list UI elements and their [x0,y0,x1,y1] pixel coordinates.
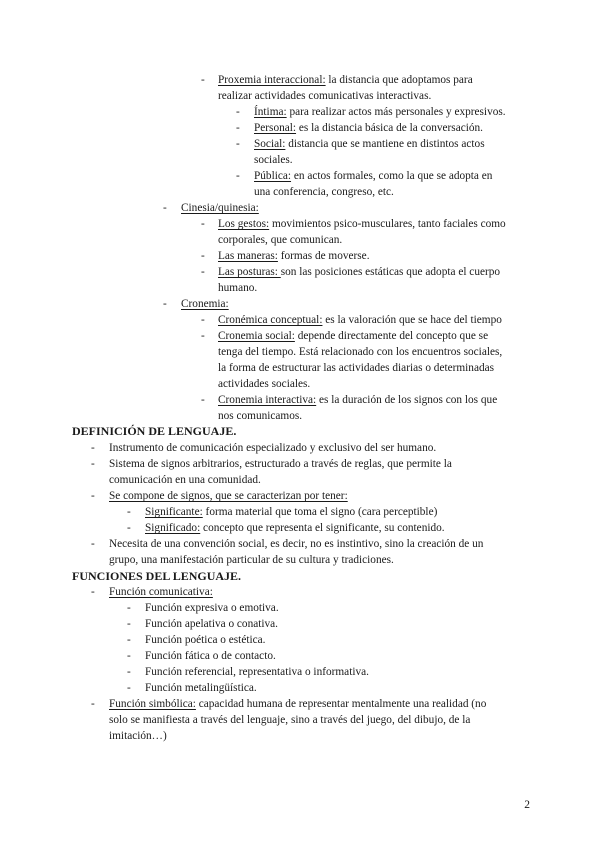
list-item-gestos [218,216,506,232]
term: Cronemia interactiva: [218,394,317,406]
list-item-cronemia-interactiva-cont: nos comunicamos. [218,410,303,422]
bullet-dash: - [127,634,131,646]
cronemia-title: Cronemia: [181,298,229,310]
list-item-funcion: Función metalingüística. [145,682,257,694]
section-heading-definicion: DEFINICIÓN DE LENGUAJE. [72,424,237,438]
list-item-personal [254,120,483,136]
proxemia-interaccional-line [218,72,473,88]
definicion-item-3: Se compone de signos, que se caracterizan por tener: [109,490,348,502]
bullet-dash: - [127,650,131,662]
bullet-dash: - [201,250,205,262]
definition: son las posiciones estáticas que adopta el cuerpo [280,266,501,278]
page-number: 2 [524,799,530,811]
definition: para realizar actos más personales y expresivos. [286,106,506,118]
list-item-cronemica-conceptual [218,312,502,328]
definition: formas de moverse. [277,250,370,262]
definicion-item-4: Necesita de una convención social, es decir, no es instintivo, sino la creación de un [109,538,484,550]
definition: capacidad humana de representar mentalmente una realidad (no [195,698,487,710]
list-item-publica-cont: una conferencia, congreso, etc. [254,186,394,198]
list-item-funcion: Función fática o de contacto. [145,650,276,662]
term: Los gestos: [218,218,270,230]
bullet-dash: - [236,106,240,118]
bullet-dash: - [236,122,240,134]
list-item-publica [254,168,492,184]
definition: es la valoración que se hace del tiempo [322,314,502,326]
definition: en actos formales, como la que se adopta en [291,170,493,182]
funcion-simbolica-cont: imitación…) [109,730,167,742]
definicion-item-1: Instrumento de comunicación especializado y exclusivo del ser humano. [109,442,437,454]
term: Cronémica conceptual: [218,314,323,326]
list-item-significado [145,520,445,536]
list-item-gestos-cont: corporales, que comunican. [218,234,343,246]
cinesia-title: Cinesia/quinesia: [181,202,259,214]
definition: forma material que toma el signo (cara perceptible) [202,506,438,518]
bullet-dash: - [201,218,205,230]
list-item-funcion: Función referencial, representativa o informativa. [145,666,369,678]
bullet-dash: - [236,170,240,182]
list-item-intima [254,104,506,120]
bullet-dash: - [201,330,205,342]
bullet-dash: - [91,538,95,550]
definition: depende directamente del concepto que se [294,330,489,342]
term: Social: [254,138,286,150]
proxemia-interaccional-text-cont: realizar actividades comunicativas interactivas. [218,90,432,102]
bullet-dash: - [127,522,131,534]
definition: es la duración de los signos con los que [316,394,498,406]
bullet-dash: - [127,618,131,630]
bullet-dash: - [201,266,205,278]
list-item-cronemia-social-cont: la forma de estructurar las actividades diarias o determinadas [218,362,495,374]
term: Íntima: [254,106,287,118]
bullet-dash: - [127,666,131,678]
proxemia-interaccional-text: la distancia que adoptamos para [325,74,473,86]
term: Las maneras: [218,250,278,262]
list-item-maneras [218,248,370,264]
list-item-funcion: Función apelativa o conativa. [145,618,279,630]
bullet-dash: - [201,74,205,86]
list-item-significante [145,504,437,520]
list-item-social [254,136,485,152]
funcion-simbolica [109,696,486,712]
bullet-dash: - [91,698,95,710]
bullet-dash: - [127,602,131,614]
list-item-cronemia-social-cont: actividades sociales. [218,378,311,390]
definicion-item-4-cont: grupo, una manifestación particular de su cultura y tradiciones. [109,554,394,566]
list-item-posturas-cont: humano. [218,282,258,294]
definition: distancia que se mantiene en distintos actos [285,138,485,150]
proxemia-interaccional-term: Proxemia interaccional: [218,74,326,86]
bullet-dash: - [91,586,95,598]
list-item-funcion: Función poética o estética. [145,634,266,646]
bullet-dash: - [163,202,167,214]
funcion-simbolica-cont: solo se manifiesta a través del lenguaje, sino a través del juego, del dibujo, de la [109,714,471,726]
definition: concepto que representa el significante, su contenido. [200,522,445,534]
list-item-cronemia-social [218,328,488,344]
term: Significante: [145,506,203,518]
term: Pública: [254,170,292,182]
list-item-cronemia-interactiva [218,392,497,408]
term: Significado: [145,522,201,534]
list-item-funcion: Función expresiva o emotiva. [145,602,279,614]
section-heading-funciones: FUNCIONES DEL LENGUAJE. [72,569,242,583]
bullet-dash: - [201,314,205,326]
bullet-dash: - [127,682,131,694]
list-item-posturas [218,264,500,280]
bullet-dash: - [163,298,167,310]
definicion-item-2-cont: comunicación en una comunidad. [109,474,261,486]
list-item-social-cont: sociales. [254,154,293,166]
funcion-comunicativa-title: Función comunicativa: [109,586,213,598]
term: Función simbólica: [109,698,196,710]
bullet-dash: - [201,394,205,406]
term: Personal: [254,122,297,134]
list-item-cronemia-social-cont: tenga del tiempo. Está relacionado con los encuentros sociales, [218,346,503,358]
bullet-dash: - [91,490,95,502]
definicion-item-2: Sistema de signos arbitrarios, estructurado a través de reglas, que permite la [109,458,452,470]
term: Las posturas: [218,266,281,278]
term: Cronemia social: [218,330,295,342]
definition: movimientos psico-musculares, tanto faciales como [269,218,506,230]
definition: es la distancia básica de la conversación. [296,122,483,134]
bullet-dash: - [236,138,240,150]
bullet-dash: - [91,442,95,454]
bullet-dash: - [127,506,131,518]
bullet-dash: - [91,458,95,470]
